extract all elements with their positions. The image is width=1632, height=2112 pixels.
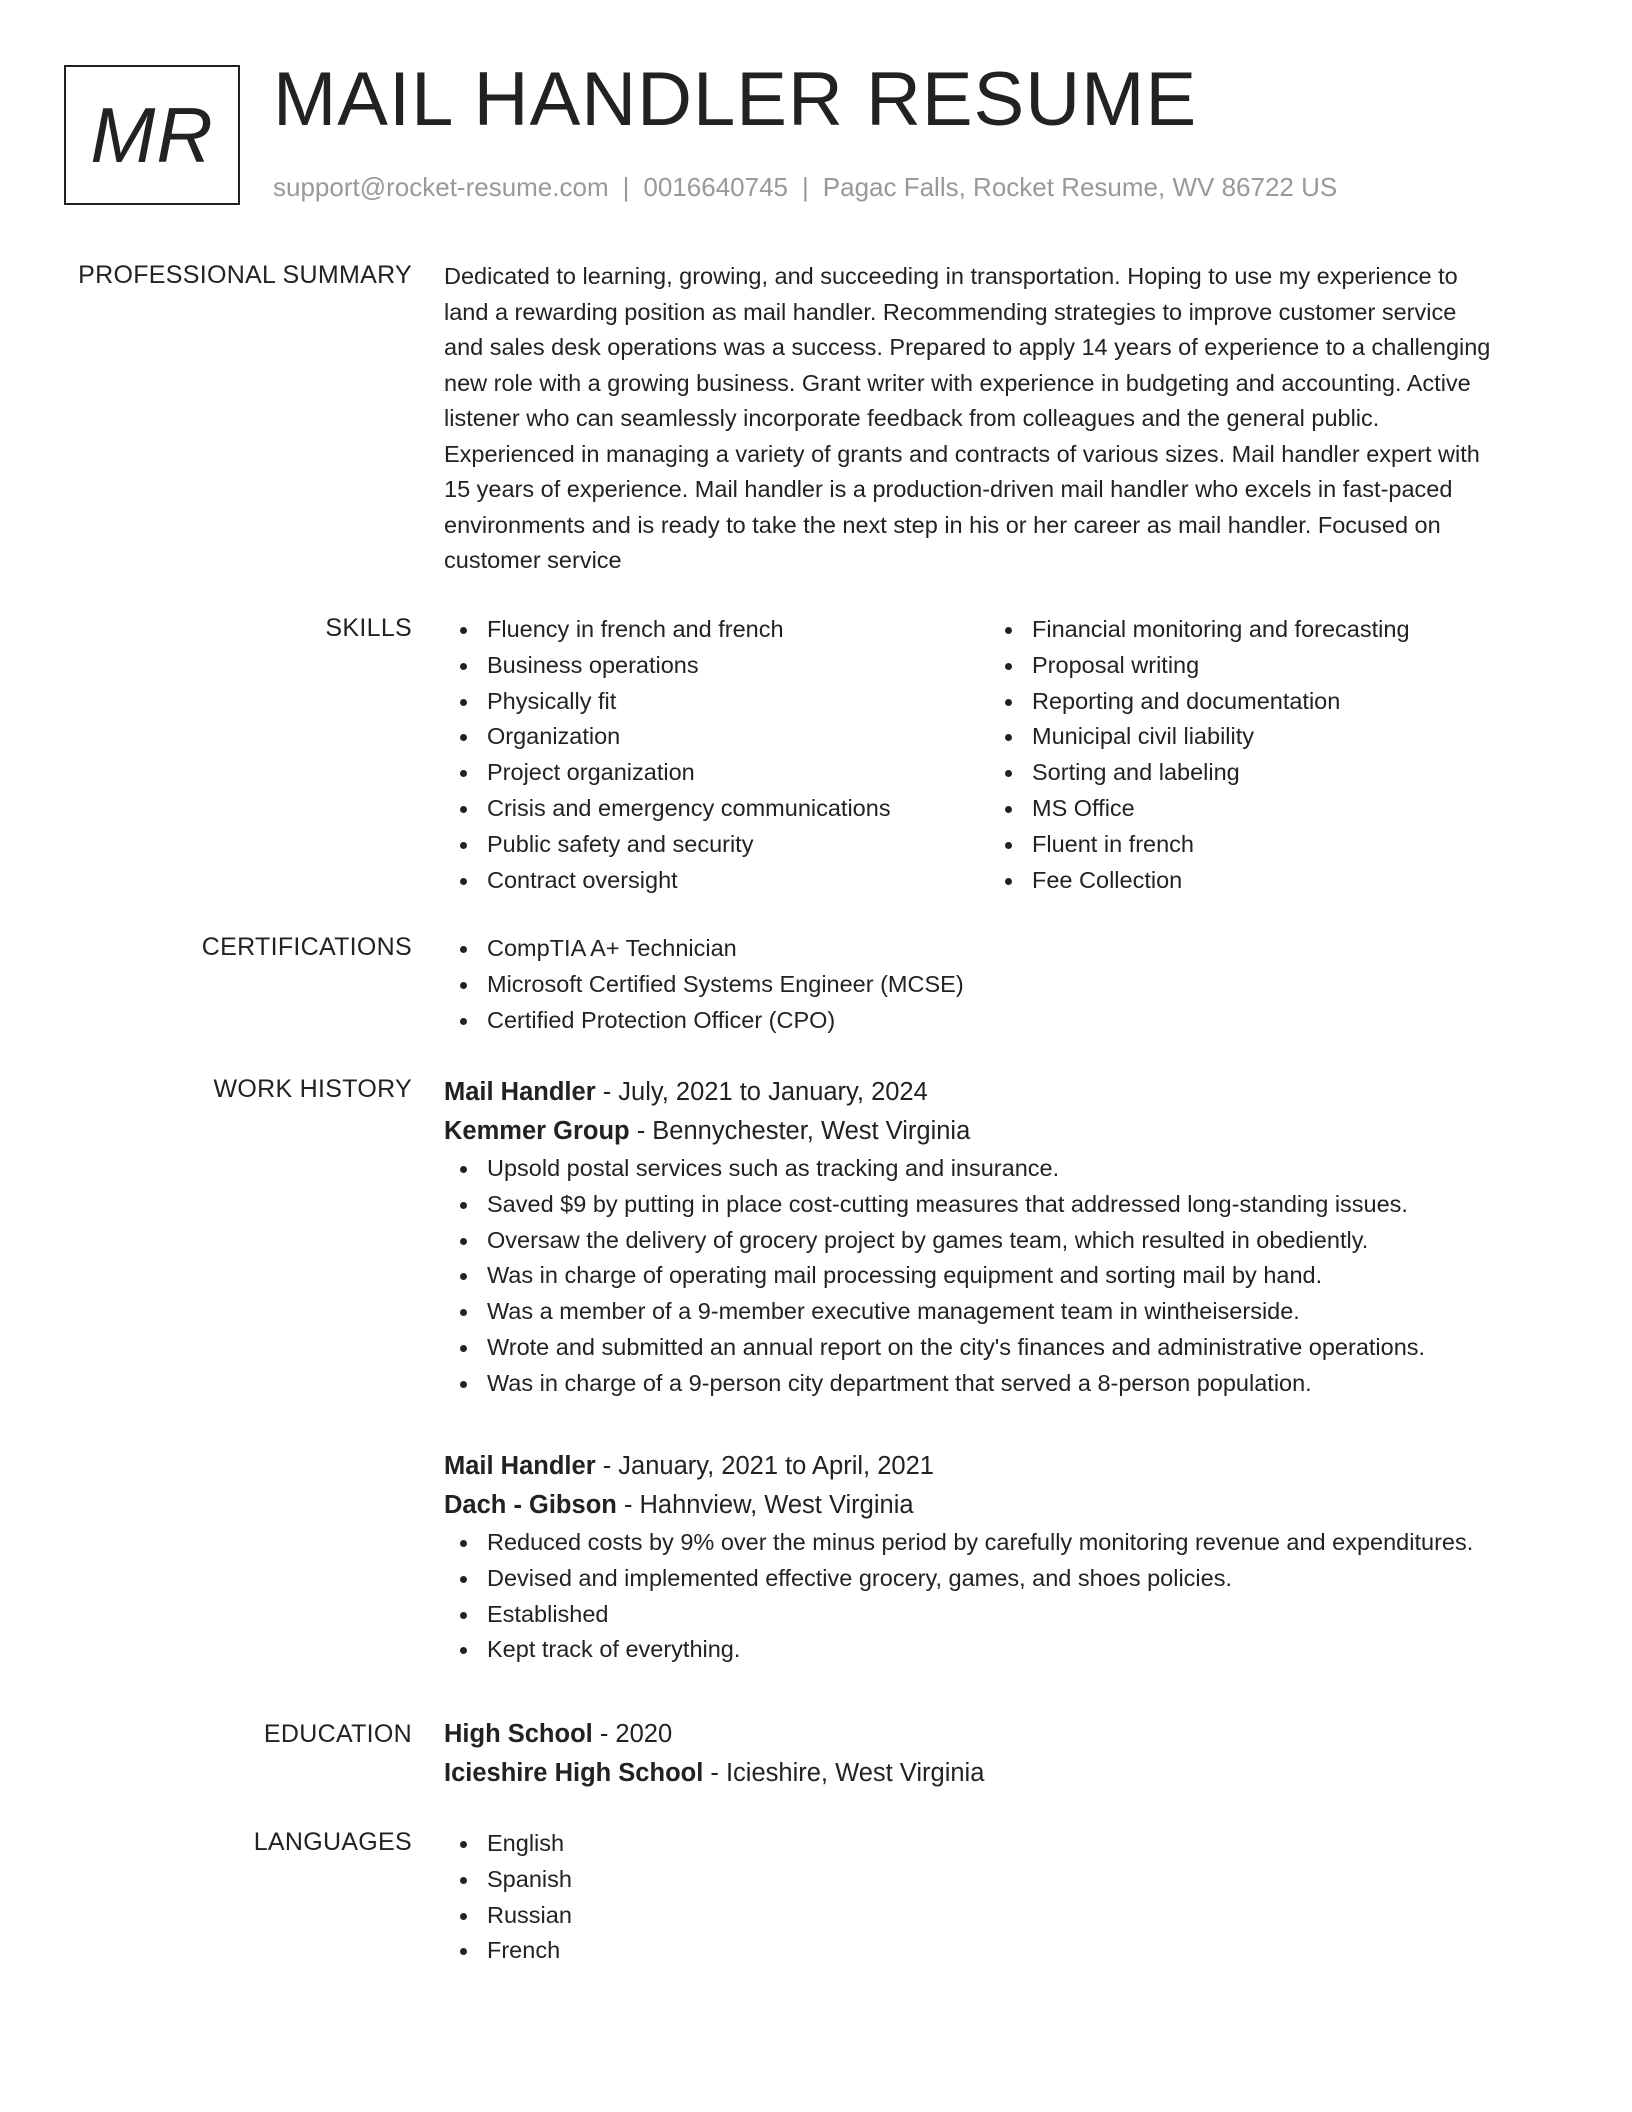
skill-item: Public safety and security (487, 827, 989, 863)
summary-line: Experienced in managing a variety of grants and contracts of various sizes. Mail handler expert with (444, 440, 1480, 467)
job-bullet: Kept track of everything. (487, 1632, 1544, 1668)
skill-item: Municipal civil liability (1032, 719, 1534, 755)
job-entry (444, 1447, 1544, 1668)
job-dates: - July, 2021 to January, 2024 (595, 1078, 928, 1106)
education-location: - Icieshire, West Virginia (703, 1759, 985, 1787)
language-item: Spanish (487, 1862, 1544, 1898)
job-bullet: Reduced costs by 9% over the minus period by carefully monitoring revenue and expenditures. (487, 1525, 1544, 1561)
skill-item: Project organization (487, 755, 989, 791)
summary-line: land a rewarding position as mail handler. Recommending strategies to improve customer service (444, 298, 1457, 325)
summary-line: Dedicated to learning, growing, and succeeding in transportation. Hoping to use my experience to (444, 263, 1458, 289)
job-bullet: Was a member of a 9-member executive management team in wintheiserside. (487, 1294, 1544, 1330)
job-bullet: Devised and implemented effective grocery, games, and shoes policies. (487, 1561, 1544, 1597)
certification-item: Microsoft Certified Systems Engineer (MCSE) (487, 967, 1544, 1003)
skill-item: Reporting and documentation (1032, 684, 1534, 720)
certification-item: CompTIA A+ Technician (487, 931, 1544, 967)
job-company: Kemmer Group (444, 1117, 630, 1145)
job-company-line (444, 1112, 1544, 1151)
work-body (444, 1073, 1544, 1402)
job-company: Dach - Gibson (444, 1491, 617, 1519)
job-title-line (444, 1073, 1544, 1112)
job-company-line (444, 1486, 1544, 1525)
summary-line: new role with a growing business. Grant writer with experience in budgeting and accounting. Active (444, 369, 1471, 396)
page-title: MAIL HANDLER RESUME (273, 57, 1198, 142)
job-dates: - January, 2021 to April, 2021 (595, 1452, 934, 1480)
job-location: - Hahnview, West Virginia (616, 1491, 914, 1519)
job-bullet: Established (487, 1597, 1544, 1633)
education-body (444, 1715, 1544, 1793)
section-label-skills: SKILLS (325, 614, 412, 642)
section-label-education: EDUCATION (263, 1720, 412, 1748)
section-label-certifications: CERTIFICATIONS (201, 933, 412, 961)
skill-item: Physically fit (487, 684, 989, 720)
summary-line: 15 years of experience. Mail handler is a production-driven mail handler who excels in fast-paced (444, 476, 1453, 502)
contact-phone: 0016640745 (643, 172, 788, 202)
language-item: English (487, 1826, 1544, 1862)
education-school: Icieshire High School (444, 1759, 704, 1787)
summary-line: and sales desk operations was a success. Prepared to apply 14 years of experience to a challenging (444, 334, 1491, 360)
job-title-line (444, 1447, 1544, 1486)
job-location: - Bennychester, West Virginia (629, 1117, 971, 1145)
skills-list-left (444, 612, 989, 898)
contact-email: support@rocket-resume.com (273, 172, 609, 202)
job-bullet: Saved $9 by putting in place cost-cutting measures that addressed long-standing issues. (487, 1187, 1544, 1223)
job-bullet: Oversaw the delivery of grocery project by games team, which resulted in obediently. (487, 1223, 1544, 1259)
skill-item: Fee Collection (1032, 863, 1534, 899)
languages-list (444, 1826, 1544, 1969)
skills-list-right (989, 612, 1534, 898)
job-bullet: Wrote and submitted an annual report on the city's finances and administrative operations. (487, 1330, 1544, 1366)
summary-line: customer service (444, 547, 622, 573)
job-bullet: Was in charge of operating mail processing equipment and sorting mail by hand. (487, 1258, 1544, 1294)
section-label-work: WORK HISTORY (213, 1075, 412, 1103)
skill-item: Proposal writing (1032, 648, 1534, 684)
certification-item: Certified Protection Officer (CPO) (487, 1003, 1544, 1039)
section-label-languages: LANGUAGES (253, 1828, 412, 1856)
section-label-summary: PROFESSIONAL SUMMARY (78, 261, 412, 289)
summary-line: environments and is ready to take the next step in his or her career as mail handler. Focused on (444, 511, 1441, 538)
skill-item: Crisis and emergency communications (487, 791, 989, 827)
contact-separator: | (802, 172, 809, 202)
language-item: French (487, 1933, 1544, 1969)
education-year: - 2020 (592, 1720, 673, 1748)
certifications-list (444, 931, 1544, 1038)
skill-item: Fluency in french and french (487, 612, 989, 648)
job-title: Mail Handler (444, 1078, 596, 1106)
skill-item: Sorting and labeling (1032, 755, 1534, 791)
skills-body (444, 612, 1544, 898)
job-bullet: Upsold postal services such as tracking and insurance. (487, 1151, 1544, 1187)
job-title: Mail Handler (444, 1452, 596, 1480)
monogram-badge: MR (64, 65, 240, 205)
job-bullet: Was in charge of a 9-person city department that served a 8-person population. (487, 1366, 1544, 1402)
contact-address: Pagac Falls, Rocket Resume, WV 86722 US (822, 172, 1338, 202)
skill-item: Fluent in french (1032, 827, 1534, 863)
skill-item: Financial monitoring and forecasting (1032, 612, 1534, 648)
contact-line (273, 172, 1337, 203)
job-bullets (444, 1151, 1544, 1402)
skill-item: MS Office (1032, 791, 1534, 827)
education-school-line (444, 1754, 1544, 1793)
languages-body (444, 1826, 1544, 1969)
certifications-body (444, 931, 1544, 1038)
job-entry (444, 1073, 1544, 1402)
summary-body (444, 259, 1544, 579)
contact-separator: | (622, 172, 630, 202)
skill-item: Contract oversight (487, 863, 989, 899)
language-item: Russian (487, 1898, 1544, 1934)
education-degree-line (444, 1715, 1544, 1754)
skill-item: Organization (487, 719, 989, 755)
education-degree: High School (444, 1720, 593, 1748)
summary-line: listener who can seamlessly incorporate feedback from colleagues and the general public. (444, 405, 1380, 431)
skill-item: Business operations (487, 648, 989, 684)
job-bullets (444, 1525, 1544, 1668)
